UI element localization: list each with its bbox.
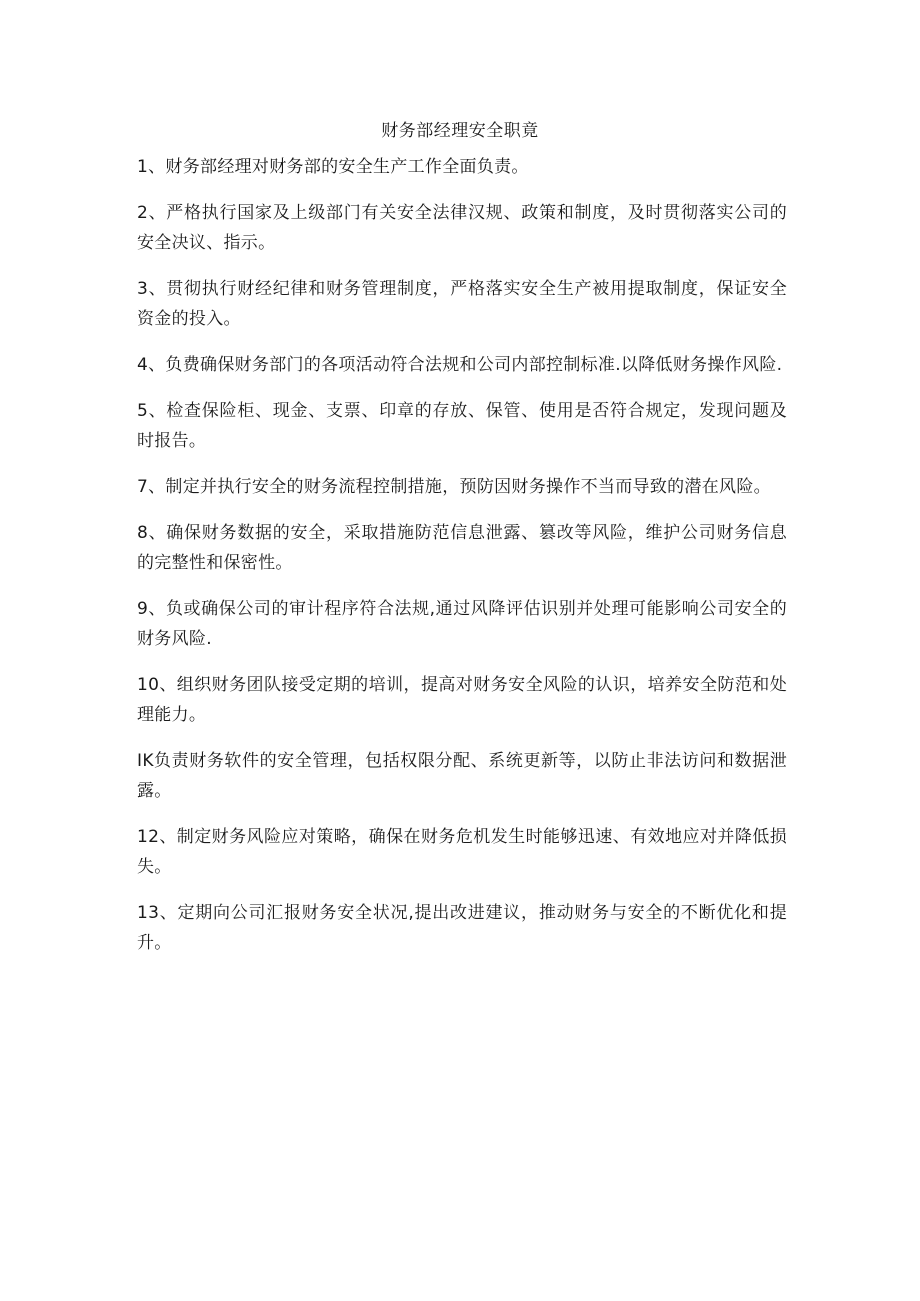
- list-item: 9、负或确保公司的审计程序符合法规,通过风降评估识别并处理可能影响公司安全的财务风险.: [137, 599, 787, 649]
- list-item: 5、检查保险柜、现金、支票、印章的存放、保管、使用是否符合规定，发现问题及时报告。: [137, 401, 787, 451]
- list-item: 3、贯彻执行财经纪律和财务管理制度，严格落实安全生产被用提取制度，保证安全资金的投入。: [137, 279, 787, 329]
- list-item: 4、负费确保财务部门的各项活动符合法规和公司内部控制标准.以降低财务操作风险.: [137, 355, 783, 375]
- list-item: 7、制定并执行安全的财务流程控制措施，预防因财务操作不当而导致的潜在风险。: [137, 477, 771, 497]
- list-item: 12、制定财务风险应对策略，确保在财务危机发生时能够迅速、有效地应对并降低损失。: [137, 827, 787, 877]
- list-item: 2、严格执行国家及上级部门有关安全法律汉规、政策和制度，及时贯彻落实公司的安全决议、指示。: [137, 203, 787, 253]
- list-item: 10、组织财务团队接受定期的培训，提高对财务安全风险的认识，培养安全防范和处理能力。: [137, 675, 787, 725]
- responsibility-list: [137, 152, 787, 974]
- list-item: IK负责财务软件的安全管理，包括权限分配、系统更新等，以防止非法访问和数据泄露。: [137, 751, 787, 801]
- list-item: 8、确保财务数据的安全，采取措施防范信息泄露、篡改等风险，维护公司财务信息的完整性和保密性。: [137, 523, 787, 573]
- list-item: 13、定期向公司汇报财务安全状况,提出改进建议，推动财务与安全的不断优化和提升。: [137, 903, 787, 953]
- document-title: 财务部经理安全职竟: [381, 121, 539, 141]
- list-item: 1、财务部经理对财务部的安全生产工作全面负责。: [137, 157, 529, 177]
